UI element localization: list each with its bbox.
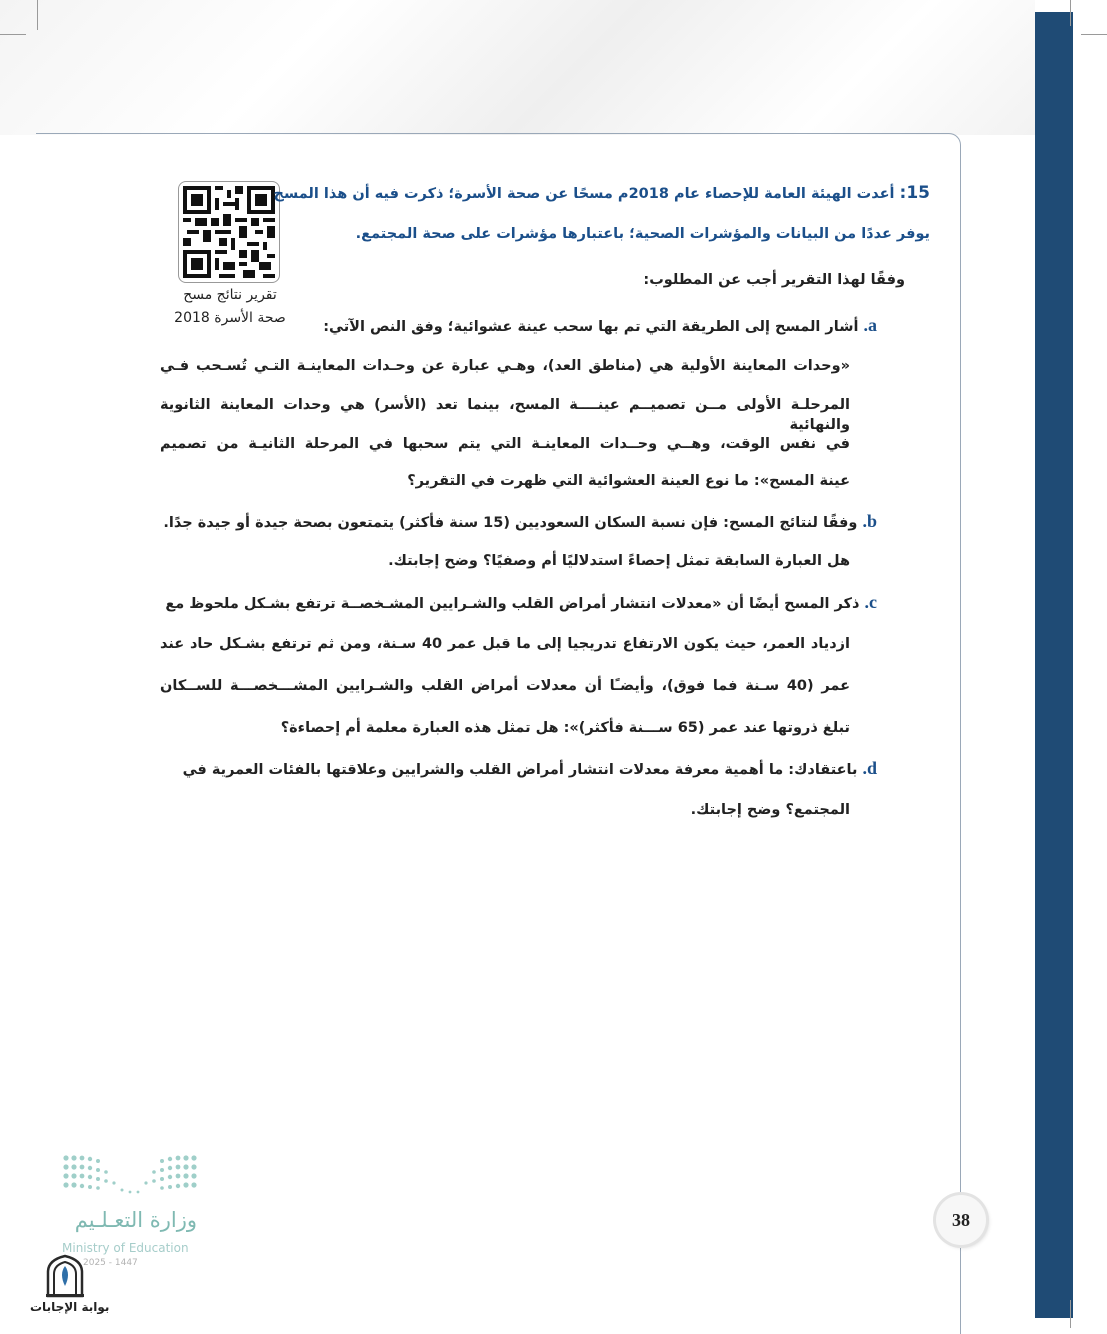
part-d-line-1 (183, 758, 877, 780)
crop-mark (37, 0, 38, 30)
ministry-name-ar: وزارة التعـلـيم (74, 1208, 197, 1232)
part-letter-b: b. (862, 511, 877, 531)
page-number: 38 (936, 1195, 986, 1245)
crop-mark (0, 34, 26, 35)
qr-code-icon (183, 186, 275, 278)
part-c-line-1 (165, 592, 877, 614)
side-color-bar (1035, 12, 1073, 1318)
qr-code[interactable] (178, 181, 280, 283)
part-a-line-5: عينة المسح»: ما نوع العينة العشوائية التي ظهرت في التقرير؟ (407, 473, 850, 489)
crop-mark (1070, 1300, 1071, 1328)
part-d-line-2: المجتمع؟ وضح إجابتك. (690, 802, 850, 818)
crop-mark (1070, 0, 1071, 26)
part-c-line-3: عمر (40 سـنة فما فوق)، وأيضـًا أن معدلات أمراض القلب والشـرايين المشـــخصـــة للســكان (160, 678, 850, 694)
part-a-text: أشار المسح إلى الطريقة التي تم بها سحب عينة عشوائية؛ وفق النص الآتي: (323, 319, 859, 335)
question-parts (160, 315, 877, 835)
part-c-line-4: تبلغ ذروتها عند عمر (65 ســـنة فأكثر)»: هل تمثل هذه العبارة معلمة أم إحصاءة؟ (280, 720, 850, 736)
part-c-text: ذكر المسح أيضًا أن «معدلات انتشار أمراض القلب والشـرايين المشـخصــة ترتفع بشـكل ملحوظ مع (165, 596, 860, 612)
qr-caption-line: صحة الأسرة 2018 (174, 310, 286, 326)
part-a-line-4: في نفس الوقت، وهــي وحــدات المعاينـة التي يتم سحبها في المرحلة الثانيـة من تصميم (160, 436, 850, 452)
qr-caption-line: تقرير نتائج مسح (183, 287, 277, 303)
question-intro-line-2: يوفر عددًا من البيانات والمؤشرات الصحية؛ باعتبارها مؤشرات على صحة المجتمع. (355, 226, 930, 242)
part-letter-d: d. (862, 758, 877, 778)
question-intro-text: أعدت الهيئة العامة للإحصاء عام 2018م مسحًا عن صحة الأسرة؛ ذكرت فيه أن هذا المسح (273, 186, 895, 202)
ministry-year: 2025 - 1447 (83, 1258, 138, 1268)
header-band (0, 0, 1035, 135)
part-b-line-2: هل العبارة السابقة تمثل إحصاءً استدلاليًا أم وصفيًا؟ وضح إجابتك. (388, 553, 850, 569)
part-letter-c: c. (864, 592, 877, 612)
watermark-text: بوابة الإجابات (30, 1300, 110, 1314)
part-b-text: وفقًا لنتائج المسح: فإن نسبة السكان السعوديين (15 سنة فأكثر) يتمتعون بصحة جيدة أو جيدة جدًا. (163, 515, 858, 531)
question-number: 15: (899, 183, 930, 203)
part-d-text: باعتقادك: ما أهمية معرفة معدلات انتشار أمراض القلب والشرايين وعلاقتها بالفئات العمرية في (182, 762, 858, 778)
part-a-line-2: «وحدات المعاينة الأولية هي (مناطق العد)، وهـي عبارة عن وحـدات المعاينـة التـي تُسـحب فـي (160, 358, 850, 374)
question-intro (273, 183, 930, 293)
part-a-line-1 (323, 315, 877, 337)
crop-mark (1081, 34, 1107, 35)
mosque-logo-icon (44, 1254, 86, 1298)
part-a-line-3: المرحلـة الأولى مــن تصميــم عينــــة المسح، بينما تعد (الأسر) هي وحدات المعاينة الثانوية والنهائية (160, 397, 850, 433)
question-intro-line-1 (274, 183, 931, 204)
part-b-line-1 (163, 511, 877, 533)
part-letter-a: a. (863, 315, 877, 335)
ministry-name-en: Ministry of Education (62, 1241, 189, 1255)
ministry-dots-icon (62, 1154, 198, 1200)
part-c-line-2: ازدياد العمر، حيث يكون الارتفاع تدريجيا إلى ما قبل عمر 40 سـنة، ومن ثم ترتفع بشـكل حاد عند (160, 636, 850, 652)
instruction: وفقًا لهذا التقرير أجب عن المطلوب: (643, 272, 905, 288)
